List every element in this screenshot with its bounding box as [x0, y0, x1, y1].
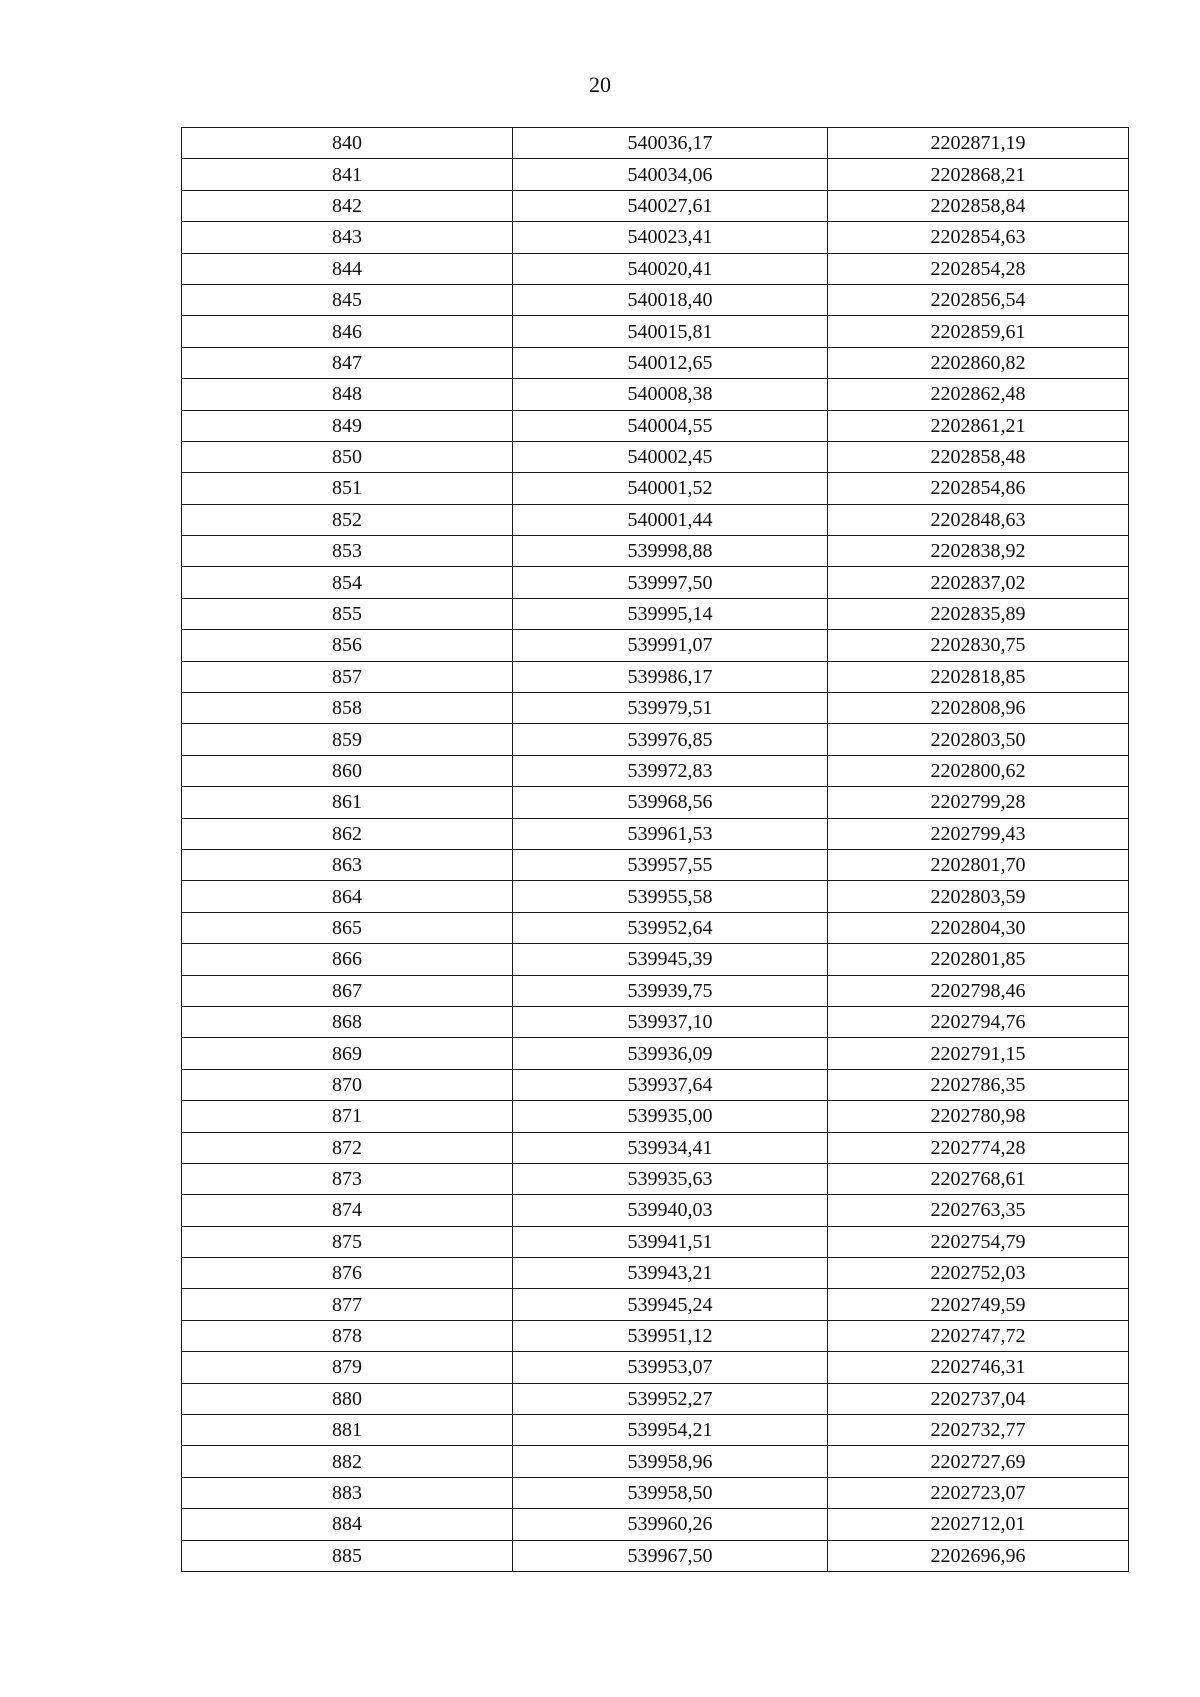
point-number-cell: 885: [182, 1540, 513, 1571]
x-coordinate-cell: 539972,83: [513, 755, 828, 786]
point-number-cell: 864: [182, 881, 513, 912]
x-coordinate-cell: 539935,00: [513, 1101, 828, 1132]
table-row: [182, 661, 1129, 692]
point-number-cell: 870: [182, 1069, 513, 1100]
point-number-cell: 863: [182, 849, 513, 880]
table-row: [182, 1289, 1129, 1320]
point-number-cell: 876: [182, 1258, 513, 1289]
point-number-cell: 844: [182, 253, 513, 284]
x-coordinate-cell: 539955,58: [513, 881, 828, 912]
y-coordinate-cell: 2202871,19: [828, 128, 1129, 159]
y-coordinate-cell: 2202774,28: [828, 1132, 1129, 1163]
y-coordinate-cell: 2202854,63: [828, 222, 1129, 253]
point-number-cell: 840: [182, 128, 513, 159]
table-row: [182, 410, 1129, 441]
x-coordinate-cell: 539957,55: [513, 849, 828, 880]
x-coordinate-cell: 540015,81: [513, 316, 828, 347]
x-coordinate-cell: 539937,10: [513, 1006, 828, 1037]
y-coordinate-cell: 2202861,21: [828, 410, 1129, 441]
x-coordinate-cell: 539940,03: [513, 1195, 828, 1226]
x-coordinate-cell: 539979,51: [513, 693, 828, 724]
x-coordinate-cell: 540027,61: [513, 190, 828, 221]
y-coordinate-cell: 2202799,43: [828, 818, 1129, 849]
y-coordinate-cell: 2202801,85: [828, 944, 1129, 975]
table-row: [182, 1006, 1129, 1037]
x-coordinate-cell: 540002,45: [513, 441, 828, 472]
table-row: [182, 1509, 1129, 1540]
table-row: [182, 1352, 1129, 1383]
point-number-cell: 857: [182, 661, 513, 692]
table-row: [182, 1446, 1129, 1477]
x-coordinate-cell: 539939,75: [513, 975, 828, 1006]
y-coordinate-cell: 2202803,59: [828, 881, 1129, 912]
point-number-cell: 854: [182, 567, 513, 598]
x-coordinate-cell: 539951,12: [513, 1320, 828, 1351]
point-number-cell: 847: [182, 347, 513, 378]
coordinates-table-body: [182, 128, 1129, 1572]
y-coordinate-cell: 2202763,35: [828, 1195, 1129, 1226]
x-coordinate-cell: 539935,63: [513, 1163, 828, 1194]
point-number-cell: 879: [182, 1352, 513, 1383]
table-row: [182, 1383, 1129, 1414]
y-coordinate-cell: 2202830,75: [828, 630, 1129, 661]
table-row: [182, 912, 1129, 943]
table-row: [182, 787, 1129, 818]
y-coordinate-cell: 2202837,02: [828, 567, 1129, 598]
point-number-cell: 851: [182, 473, 513, 504]
y-coordinate-cell: 2202804,30: [828, 912, 1129, 943]
point-number-cell: 881: [182, 1415, 513, 1446]
x-coordinate-cell: 539960,26: [513, 1509, 828, 1540]
y-coordinate-cell: 2202808,96: [828, 693, 1129, 724]
x-coordinate-cell: 540036,17: [513, 128, 828, 159]
table-row: [182, 1258, 1129, 1289]
table-row: [182, 1477, 1129, 1508]
point-number-cell: 882: [182, 1446, 513, 1477]
table-row: [182, 1163, 1129, 1194]
point-number-cell: 853: [182, 536, 513, 567]
y-coordinate-cell: 2202858,84: [828, 190, 1129, 221]
y-coordinate-cell: 2202786,35: [828, 1069, 1129, 1100]
point-number-cell: 843: [182, 222, 513, 253]
y-coordinate-cell: 2202798,46: [828, 975, 1129, 1006]
x-coordinate-cell: 539954,21: [513, 1415, 828, 1446]
table-row: [182, 881, 1129, 912]
point-number-cell: 861: [182, 787, 513, 818]
point-number-cell: 869: [182, 1038, 513, 1069]
x-coordinate-cell: 539968,56: [513, 787, 828, 818]
y-coordinate-cell: 2202791,15: [828, 1038, 1129, 1069]
y-coordinate-cell: 2202749,59: [828, 1289, 1129, 1320]
point-number-cell: 878: [182, 1320, 513, 1351]
x-coordinate-cell: 540004,55: [513, 410, 828, 441]
point-number-cell: 845: [182, 284, 513, 315]
y-coordinate-cell: 2202862,48: [828, 379, 1129, 410]
page-number: 20: [589, 72, 611, 97]
x-coordinate-cell: 539934,41: [513, 1132, 828, 1163]
point-number-cell: 875: [182, 1226, 513, 1257]
point-number-cell: 867: [182, 975, 513, 1006]
table-row: [182, 441, 1129, 472]
table-row: [182, 1038, 1129, 1069]
y-coordinate-cell: 2202860,82: [828, 347, 1129, 378]
point-number-cell: 871: [182, 1101, 513, 1132]
table-row: [182, 1101, 1129, 1132]
x-coordinate-cell: 539952,27: [513, 1383, 828, 1414]
table-row: [182, 222, 1129, 253]
table-row: [182, 598, 1129, 629]
y-coordinate-cell: 2202780,98: [828, 1101, 1129, 1132]
y-coordinate-cell: 2202737,04: [828, 1383, 1129, 1414]
y-coordinate-cell: 2202752,03: [828, 1258, 1129, 1289]
y-coordinate-cell: 2202856,54: [828, 284, 1129, 315]
y-coordinate-cell: 2202800,62: [828, 755, 1129, 786]
point-number-cell: 883: [182, 1477, 513, 1508]
table-row: [182, 849, 1129, 880]
table-row: [182, 190, 1129, 221]
table-row: [182, 159, 1129, 190]
y-coordinate-cell: 2202854,28: [828, 253, 1129, 284]
point-number-cell: 859: [182, 724, 513, 755]
x-coordinate-cell: 539945,39: [513, 944, 828, 975]
point-number-cell: 850: [182, 441, 513, 472]
y-coordinate-cell: 2202803,50: [828, 724, 1129, 755]
x-coordinate-cell: 539986,17: [513, 661, 828, 692]
x-coordinate-cell: 540023,41: [513, 222, 828, 253]
y-coordinate-cell: 2202799,28: [828, 787, 1129, 818]
table-row: [182, 693, 1129, 724]
x-coordinate-cell: 539945,24: [513, 1289, 828, 1320]
table-row: [182, 1226, 1129, 1257]
table-row: [182, 1415, 1129, 1446]
point-number-cell: 868: [182, 1006, 513, 1037]
y-coordinate-cell: 2202858,48: [828, 441, 1129, 472]
x-coordinate-cell: 540034,06: [513, 159, 828, 190]
table-row: [182, 755, 1129, 786]
table-row: [182, 128, 1129, 159]
table-row: [182, 818, 1129, 849]
table-row: [182, 284, 1129, 315]
table-row: [182, 1320, 1129, 1351]
table-row: [182, 536, 1129, 567]
point-number-cell: 866: [182, 944, 513, 975]
x-coordinate-cell: 540008,38: [513, 379, 828, 410]
y-coordinate-cell: 2202754,79: [828, 1226, 1129, 1257]
table-row: [182, 379, 1129, 410]
x-coordinate-cell: 539976,85: [513, 724, 828, 755]
point-number-cell: 872: [182, 1132, 513, 1163]
table-row: [182, 567, 1129, 598]
x-coordinate-cell: 539953,07: [513, 1352, 828, 1383]
coordinates-table: [181, 127, 1129, 1572]
point-number-cell: 852: [182, 504, 513, 535]
y-coordinate-cell: 2202835,89: [828, 598, 1129, 629]
x-coordinate-cell: 539991,07: [513, 630, 828, 661]
y-coordinate-cell: 2202801,70: [828, 849, 1129, 880]
point-number-cell: 877: [182, 1289, 513, 1320]
y-coordinate-cell: 2202727,69: [828, 1446, 1129, 1477]
point-number-cell: 874: [182, 1195, 513, 1226]
y-coordinate-cell: 2202868,21: [828, 159, 1129, 190]
y-coordinate-cell: 2202848,63: [828, 504, 1129, 535]
table-row: [182, 253, 1129, 284]
point-number-cell: 846: [182, 316, 513, 347]
x-coordinate-cell: 539997,50: [513, 567, 828, 598]
point-number-cell: 849: [182, 410, 513, 441]
x-coordinate-cell: 540001,52: [513, 473, 828, 504]
point-number-cell: 858: [182, 693, 513, 724]
y-coordinate-cell: 2202768,61: [828, 1163, 1129, 1194]
point-number-cell: 841: [182, 159, 513, 190]
table-row: [182, 473, 1129, 504]
y-coordinate-cell: 2202854,86: [828, 473, 1129, 504]
x-coordinate-cell: 539936,09: [513, 1038, 828, 1069]
table-row: [182, 504, 1129, 535]
y-coordinate-cell: 2202818,85: [828, 661, 1129, 692]
x-coordinate-cell: 539958,50: [513, 1477, 828, 1508]
table-row: [182, 975, 1129, 1006]
table-row: [182, 347, 1129, 378]
table-row: [182, 1540, 1129, 1571]
y-coordinate-cell: 2202746,31: [828, 1352, 1129, 1383]
table-row: [182, 1195, 1129, 1226]
point-number-cell: 884: [182, 1509, 513, 1540]
point-number-cell: 842: [182, 190, 513, 221]
point-number-cell: 860: [182, 755, 513, 786]
y-coordinate-cell: 2202723,07: [828, 1477, 1129, 1508]
x-coordinate-cell: 539967,50: [513, 1540, 828, 1571]
table-row: [182, 630, 1129, 661]
y-coordinate-cell: 2202696,96: [828, 1540, 1129, 1571]
table-row: [182, 724, 1129, 755]
point-number-cell: 855: [182, 598, 513, 629]
y-coordinate-cell: 2202732,77: [828, 1415, 1129, 1446]
point-number-cell: 880: [182, 1383, 513, 1414]
x-coordinate-cell: 540018,40: [513, 284, 828, 315]
table-row: [182, 1069, 1129, 1100]
x-coordinate-cell: 539952,64: [513, 912, 828, 943]
point-number-cell: 856: [182, 630, 513, 661]
table-row: [182, 944, 1129, 975]
point-number-cell: 862: [182, 818, 513, 849]
x-coordinate-cell: 540001,44: [513, 504, 828, 535]
point-number-cell: 848: [182, 379, 513, 410]
x-coordinate-cell: 539998,88: [513, 536, 828, 567]
x-coordinate-cell: 539961,53: [513, 818, 828, 849]
y-coordinate-cell: 2202747,72: [828, 1320, 1129, 1351]
table-row: [182, 316, 1129, 347]
y-coordinate-cell: 2202859,61: [828, 316, 1129, 347]
x-coordinate-cell: 539995,14: [513, 598, 828, 629]
y-coordinate-cell: 2202794,76: [828, 1006, 1129, 1037]
x-coordinate-cell: 539941,51: [513, 1226, 828, 1257]
point-number-cell: 873: [182, 1163, 513, 1194]
x-coordinate-cell: 540012,65: [513, 347, 828, 378]
x-coordinate-cell: 539943,21: [513, 1258, 828, 1289]
y-coordinate-cell: 2202838,92: [828, 536, 1129, 567]
x-coordinate-cell: 539958,96: [513, 1446, 828, 1477]
point-number-cell: 865: [182, 912, 513, 943]
x-coordinate-cell: 540020,41: [513, 253, 828, 284]
x-coordinate-cell: 539937,64: [513, 1069, 828, 1100]
table-row: [182, 1132, 1129, 1163]
y-coordinate-cell: 2202712,01: [828, 1509, 1129, 1540]
